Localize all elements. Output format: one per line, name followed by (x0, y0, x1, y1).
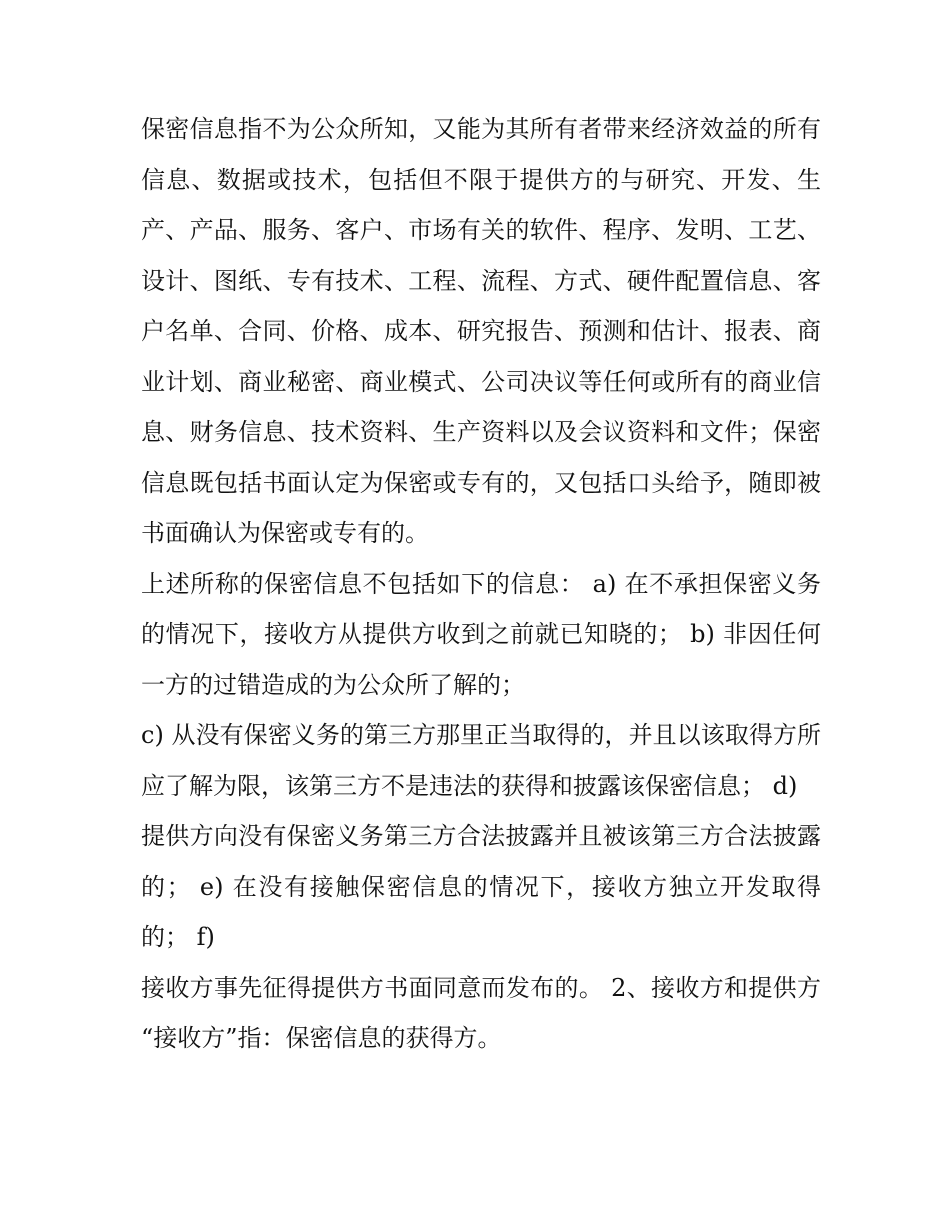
paragraph-exclusions-d-e: 提供方向没有保密义务第三方合法披露并且被该第三方合法披露的； e) 在没有接触保密信息的情况下，接收方独立开发取得的； f) (141, 822, 821, 951)
paragraph-confidential-definition: 保密信息指不为公众所知，又能为其所有者带来经济效益的所有信息、数据或技术，包括但不限于提供方的与研究、开发、生产、产品、服务、客户、市场有关的软件、程序、发明、工艺、设计、图纸、专有技术、工程、流程、方式、硬件配置信息、客户名单、合同、价格、成本、研究报告、预测和估计、报表、商业计划、商业秘密、商业模式、公司决议等任何或所有的商业信息、财务信息、技术资料、生产资料以及会议资料和文件；保密信息既包括书面认定为保密或专有的，又包括口头给予，随即被书面确认为保密或专有的。 (141, 115, 821, 547)
paragraph-exclusions-a-b: 上述所称的保密信息不包括如下的信息： a) 在不承担保密义务的情况下，接收方从提供方收到之前就已知晓的； b) 非因任何一方的过错造成的为公众所了解的； (141, 569, 821, 699)
paragraph-exclusion-f-and-parties: 接收方事先征得提供方书面同意而发布的。 2、接收方和提供方 “接收方”指：保密信息的获得方。 (141, 973, 821, 1052)
document-body (141, 104, 821, 1064)
paragraph-exclusion-c: c) 从没有保密义务的第三方那里正当取得的，并且以该取得方所应了解为限，该第三方不是违法的获得和披露该保密信息； d) (141, 721, 821, 800)
